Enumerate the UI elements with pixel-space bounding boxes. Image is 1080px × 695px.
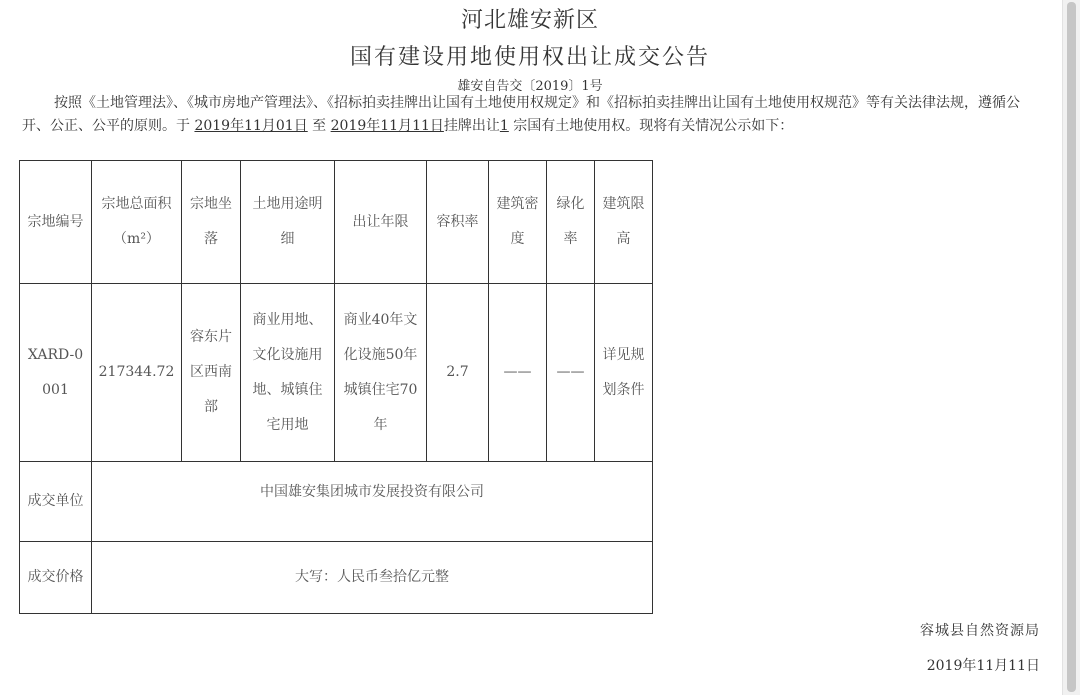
cell-parcel-no: XARD-0001 <box>20 284 92 462</box>
parcel-count: 1 <box>499 118 509 134</box>
header-green: 绿化率 <box>547 161 595 284</box>
cell-far: 2.7 <box>427 284 489 462</box>
header-land-use: 土地用途明细 <box>241 161 335 284</box>
price-value: 大写：人民币叁拾亿元整 <box>92 542 653 614</box>
cell-land-use: 商业用地、文化设施用地、城镇住宅用地 <box>241 284 335 462</box>
header-area: 宗地总面积（m²） <box>92 161 182 284</box>
winner-row <box>20 462 653 542</box>
header-parcel-no: 宗地编号 <box>20 161 92 284</box>
scrollbar-thumb[interactable] <box>1067 2 1076 692</box>
header-location: 宗地坐落 <box>182 161 241 284</box>
header-far: 容积率 <box>427 161 489 284</box>
cell-area: 217344.72 <box>92 284 182 462</box>
table-row <box>20 284 653 462</box>
header-term: 出让年限 <box>335 161 427 284</box>
header-density: 建筑密度 <box>489 161 547 284</box>
cell-density: —— <box>489 284 547 462</box>
cell-location: 容东片区西南部 <box>182 284 241 462</box>
winner-label: 成交单位 <box>20 462 92 542</box>
intro-paragraph <box>22 92 1034 138</box>
listing-end-date: 2019年11月11日 <box>330 118 444 134</box>
document-number: 雄安自告交〔2019〕1号 <box>457 79 603 94</box>
announcement-title: 国有建设用地使用权出让成交公告 <box>349 45 710 70</box>
cell-term: 商业40年文化设施50年城镇住宅70年 <box>335 284 427 462</box>
intro-text-d: 宗国有土地使用权。现将有关情况公示如下： <box>508 118 794 134</box>
price-label: 成交价格 <box>20 542 92 614</box>
issuer-signature: 容城县自然资源局 <box>920 623 1040 639</box>
header-height: 建筑限高 <box>595 161 653 284</box>
winner-value: 中国雄安集团城市发展投资有限公司 <box>92 462 653 542</box>
cell-height: 详见规划条件 <box>595 284 653 462</box>
price-row <box>20 542 653 614</box>
cell-green: —— <box>547 284 595 462</box>
title-region: 河北雄安新区 <box>460 8 599 33</box>
intro-text-a: 按照《土地管理法》、《城市房地产管理法》、《招标拍卖挂牌出让国有土地使用权规定》和《招标拍卖挂牌出让国有土地使用权规范》等有关法律法规，遵循公开、公正、公平的原则。于 <box>22 95 1020 134</box>
issue-date: 2019年11月11日 <box>926 658 1040 674</box>
intro-text-c: 挂牌出让 <box>443 118 500 134</box>
intro-text-b: 至 <box>307 118 331 134</box>
transaction-table <box>19 160 653 614</box>
listing-start-date: 2019年11月01日 <box>194 118 308 134</box>
vertical-scrollbar[interactable] <box>1062 0 1080 695</box>
table-header-row <box>20 161 653 284</box>
